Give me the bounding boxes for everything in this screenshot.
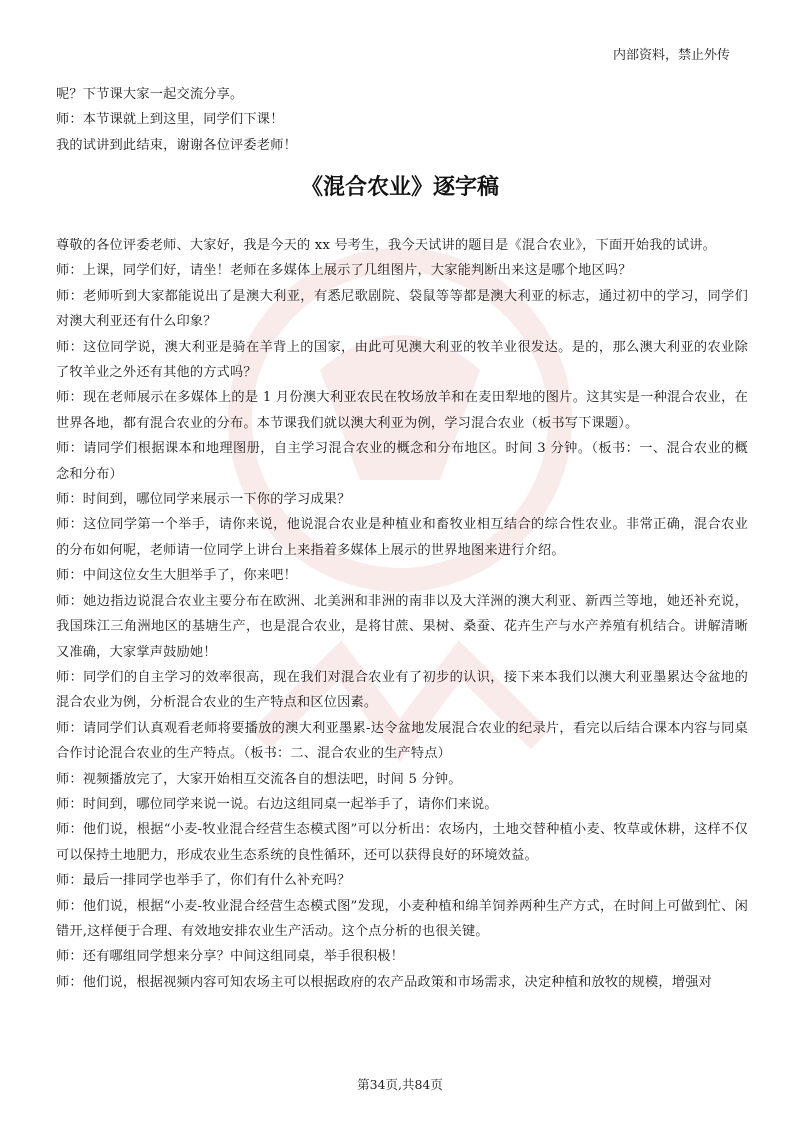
paragraph: 师：中间这位女生大胆举手了，你来吧！ [56,568,297,584]
paragraph: 师：同学们的自主学习的效率很高，现在我们对混合农业有了初步的认识，接下来本我们以澳大利亚墨累达令盆地的混合农业为例，分析混合农业的生产特点和区位因素。 [56,669,748,711]
document-title: 《混合农业》逐字稿 [300,175,499,200]
paragraph: 师：她边指边说混合农业主要分布在欧洲、北美洲和非洲的南非以及大洋洲的澳大利亚、新西兰等地，她还补充说，我国珠江三角洲地区的基塘生产，也是混合农业，是将甘蔗、果树、桑蚕、花卉生产与水产养殖有机结合。讲解清晰又准确，大家掌声鼓励她！ [56,593,748,660]
paragraph: 师：这位同学第一个举手，请你来说，他说混合农业是种植业和畜牧业相互结合的综合性农业。非常正确，混合农业的分布如何呢，老师请一位同学上讲台上来指着多媒体上展示的世界地图来进行介绍。 [56,517,748,558]
paragraph: 师：时间到，哪位同学来展示一下你的学习成果？ [56,492,351,508]
intro-line: 师：本节课就上到这里，同学们下课！ [56,112,284,128]
intro-line: 呢？下节课大家一起交流分享。 [56,87,244,102]
paragraph: 师：视频播放完了，大家开始相互交流各自的想法吧，时间 5 分钟。 [56,771,462,787]
paragraph: 师：现在老师展示在多媒体上的是 1 月份澳大利亚农民在牧场放羊和在麦田犁地的图片。这其实是一种混合农业，在世界各地，都有混合农业的分布。本节课我们就以澳大利亚为例，学习混合农业（板书写下课题）。 [56,390,748,431]
paragraph: 师：他们说，根据“小麦-牧业混合经营生态模式图”发现，小麦种植和绵羊饲养两种生产方式，在时间上可做到忙、闲错开,这样便于合理、有效地安排农业生产活动。这个点分析的也很关键。 [56,898,748,939]
confidential-note: 内部资料，禁止外传 [612,48,730,63]
paragraph: 师：这位同学说，澳大利亚是骑在羊背上的国家，由此可见澳大利亚的牧羊业很发达。是的，那么澳大利亚的农业除了牧羊业之外还有其他的方式吗？ [56,339,748,381]
paragraph: 师：他们说，根据“小麦-牧业混合经营生态模式图”可以分析出：农场内，土地交替种植小麦、牧草或休耕，这样不仅可以保持土地肥力，形成农业生态系统的良性循环，还可以获得良好的环境效益。 [56,822,748,863]
paragraph: 师：上课，同学们好，请坐！老师在多媒体上展示了几组图片，大家能判断出来这是哪个地区吗？ [56,263,632,279]
paragraph: 师：最后一排同学也举手了，你们有什么补充吗？ [56,873,351,889]
page-number: 第34页,共84页 [357,1077,443,1092]
paragraph: 师：老师听到大家都能说出了是澳大利亚，有悉尼歌剧院、袋鼠等等都是澳大利亚的标志，通过初中的学习，同学们对澳大利亚还有什么印象？ [56,288,748,330]
transcript-body [56,233,748,995]
paragraph: 师：他们说，根据视频内容可知农场主可以根据政府的农产品政策和市场需求，决定种植和放牧的规模，增强对 [56,974,712,990]
paragraph: 师：还有哪组同学想来分享？中间这组同桌，举手很积极！ [56,949,405,965]
paragraph: 师：请同学们认真观看老师将要播放的澳大利亚墨累-达令盆地发展混合农业的纪录片，看完以后结合课本内容与同桌合作讨论混合农业的生产特点。（板书：二、混合农业的生产特点） [56,720,748,762]
paragraph: 尊敬的各位评委老师、大家好，我是今天的 xx 号考生，我今天试讲的题目是《混合农业》，下面开始我的试讲。 [56,238,717,253]
intro-block [56,82,748,158]
intro-line: 我的试讲到此结束，谢谢各位评委老师！ [56,137,297,153]
paragraph: 师：请同学们根据课本和地理图册，自主学习混合农业的概念和分布地区。时间 3 分钟。（板书：一、混合农业的概念和分布） [56,441,748,482]
paragraph: 师：时间到，哪位同学来说一说。右边这组同桌一起举手了，请你们来说。 [56,796,498,812]
